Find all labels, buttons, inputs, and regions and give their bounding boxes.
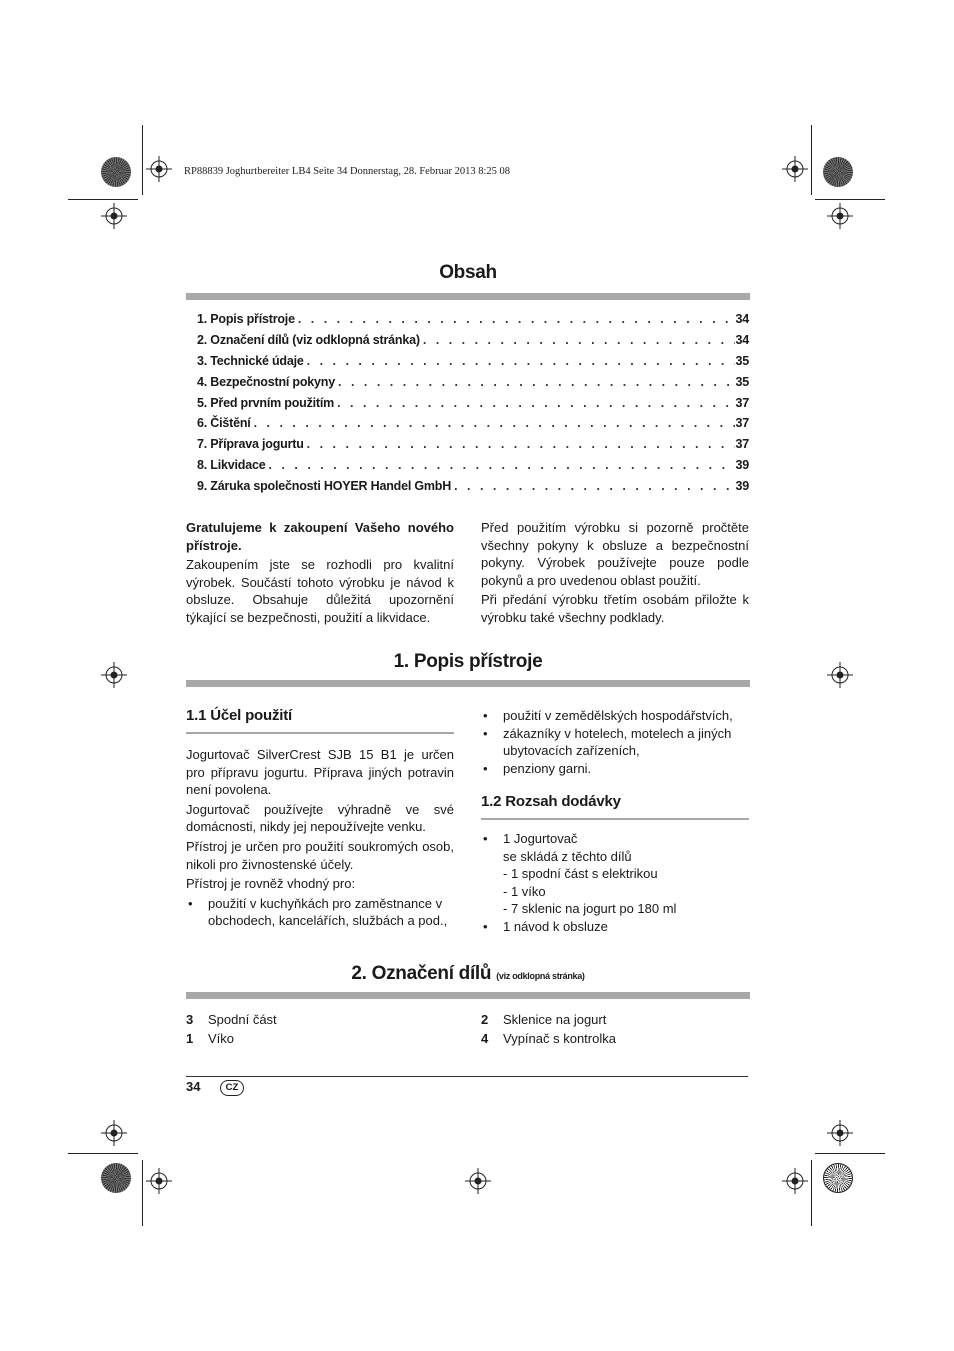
registration-mark-icon	[827, 203, 853, 229]
subsection-rule	[481, 818, 749, 820]
registration-mark-icon	[101, 662, 127, 688]
intro-heading: Gratulujeme k zakoupení Vašeho nového přístroje.	[186, 520, 454, 553]
title-bar	[186, 680, 750, 687]
part-item: 1 Víko	[186, 1031, 235, 1046]
right-column	[481, 707, 749, 777]
registration-mark-icon	[782, 1168, 808, 1194]
section-title: 2. Označení dílů (viz odklopná stránka)	[351, 963, 585, 984]
left-column	[186, 707, 454, 930]
page-number: 34	[186, 1079, 201, 1094]
parts-list-right	[481, 1010, 749, 1048]
toc-entry[interactable]: 2. Označení dílů (viz odklopná stránka) . . . 34	[197, 333, 749, 354]
color-calibration-disc-icon	[101, 1163, 131, 1193]
toc-entry[interactable]: 5. Před prvním použitím . . . 37	[197, 396, 749, 417]
toc-entry[interactable]: 9. Záruka společnosti HOYER Handel GmbH . . . 39	[197, 479, 749, 500]
registration-mark-icon	[146, 156, 172, 182]
registration-mark-icon	[146, 1168, 172, 1194]
part-item: 2 Sklenice na jogurt	[481, 1012, 607, 1027]
intro-right-column	[481, 519, 749, 629]
list-item: • použití v zemědělských hospodářstvích,	[481, 707, 749, 725]
list-item: • použití v kuchyňkách pro zaměstnance v obchodech, kancelářích, službách a pod.,	[186, 895, 454, 930]
color-calibration-disc-icon	[823, 1163, 853, 1193]
body-paragraph: Jogurtovač používejte výhradně ve své domácnosti, nikdy jej nepoužívejte venku.	[186, 801, 454, 835]
toc-entry[interactable]: 7. Příprava jogurtu . . . 37	[197, 437, 749, 458]
section-title-note: (viz odklopná stránka)	[496, 971, 585, 981]
toc-title: Obsah	[439, 262, 497, 283]
list-item: • 1 Jogurtovač se skládá z těchto dílů - 1 spodní část s elektrikou - 1 víko - 7 sklenic na jogurt po 180 ml	[481, 830, 749, 918]
registration-mark-icon	[465, 1168, 491, 1194]
subsection-title: 1.2 Rozsah dodávky	[481, 793, 621, 810]
part-item: 4 Vypínač s kontrolka	[481, 1031, 616, 1046]
footer-rule	[186, 1076, 748, 1077]
part-item: 3 Spodní část	[186, 1012, 277, 1027]
color-calibration-disc-icon	[823, 157, 853, 187]
title-bar	[186, 992, 750, 999]
print-job-line: RP88839 Joghurtbereiter LB4 Seite 34 Donnerstag, 28. Februar 2013 8:25 08	[184, 166, 511, 177]
toc-entry[interactable]: 6. Čištění . . . 37	[197, 416, 749, 437]
list-item: • 1 návod k obsluze	[481, 918, 749, 936]
registration-mark-icon	[827, 1120, 853, 1146]
subsection-title: 1.1 Účel použití	[186, 707, 292, 724]
registration-mark-icon	[782, 156, 808, 182]
registration-mark-icon	[101, 1120, 127, 1146]
delivery-scope	[481, 793, 749, 936]
body-paragraph: Přístroj je rovněž vhodný pro:	[186, 876, 356, 892]
registration-mark-icon	[101, 203, 127, 229]
intro-paragraph: Při předání výrobku třetím osobám přiložte k výrobku také všechny podklady.	[481, 592, 749, 625]
registration-mark-icon	[827, 662, 853, 688]
title-bar	[186, 293, 750, 300]
list-item: • penziony garni.	[481, 760, 749, 778]
list-item: • zákazníky v hotelech, motelech a jiných ubytovacích zařízeních,	[481, 725, 749, 760]
toc-entry[interactable]: 8. Likvidace . . . 39	[197, 458, 749, 479]
section-title: 1. Popis přístroje	[393, 651, 543, 672]
toc-entry[interactable]: 1. Popis přístroje . . . 34	[197, 312, 749, 333]
intro-paragraph: Před použitím výrobku si pozorně pročtěte všechny pokyny k obsluze a bezpečnostní pokyny. Výrobek používejte pouze podle pokynů a pro uvedenou oblast použití.	[481, 520, 749, 588]
body-paragraph: Jogurtovač SilverCrest SJB 15 B1 je určen pro přípravu jogurtu. Příprava jiných potravin není povolena.	[186, 747, 454, 798]
country-badge: CZ	[220, 1080, 244, 1096]
color-calibration-disc-icon	[101, 157, 131, 187]
table-of-contents	[197, 312, 749, 500]
toc-entry[interactable]: 3. Technické údaje . . . 35	[197, 354, 749, 375]
intro-paragraph: Zakoupením jste se rozhodli pro kvalitní výrobek. Součástí tohoto výrobku je návod k obsluze. Obsahuje důležitá upozornění týkající se bezpečnosti, použití a likvidace.	[186, 557, 454, 625]
parts-list-left	[186, 1010, 454, 1048]
subsection-rule	[186, 732, 454, 734]
body-paragraph: Přístroj je určen pro použití soukromých osob, nikoli pro živnostenské účely.	[186, 838, 454, 872]
intro-left-column	[186, 519, 454, 629]
toc-entry[interactable]: 4. Bezpečnostní pokyny . . . 35	[197, 375, 749, 396]
